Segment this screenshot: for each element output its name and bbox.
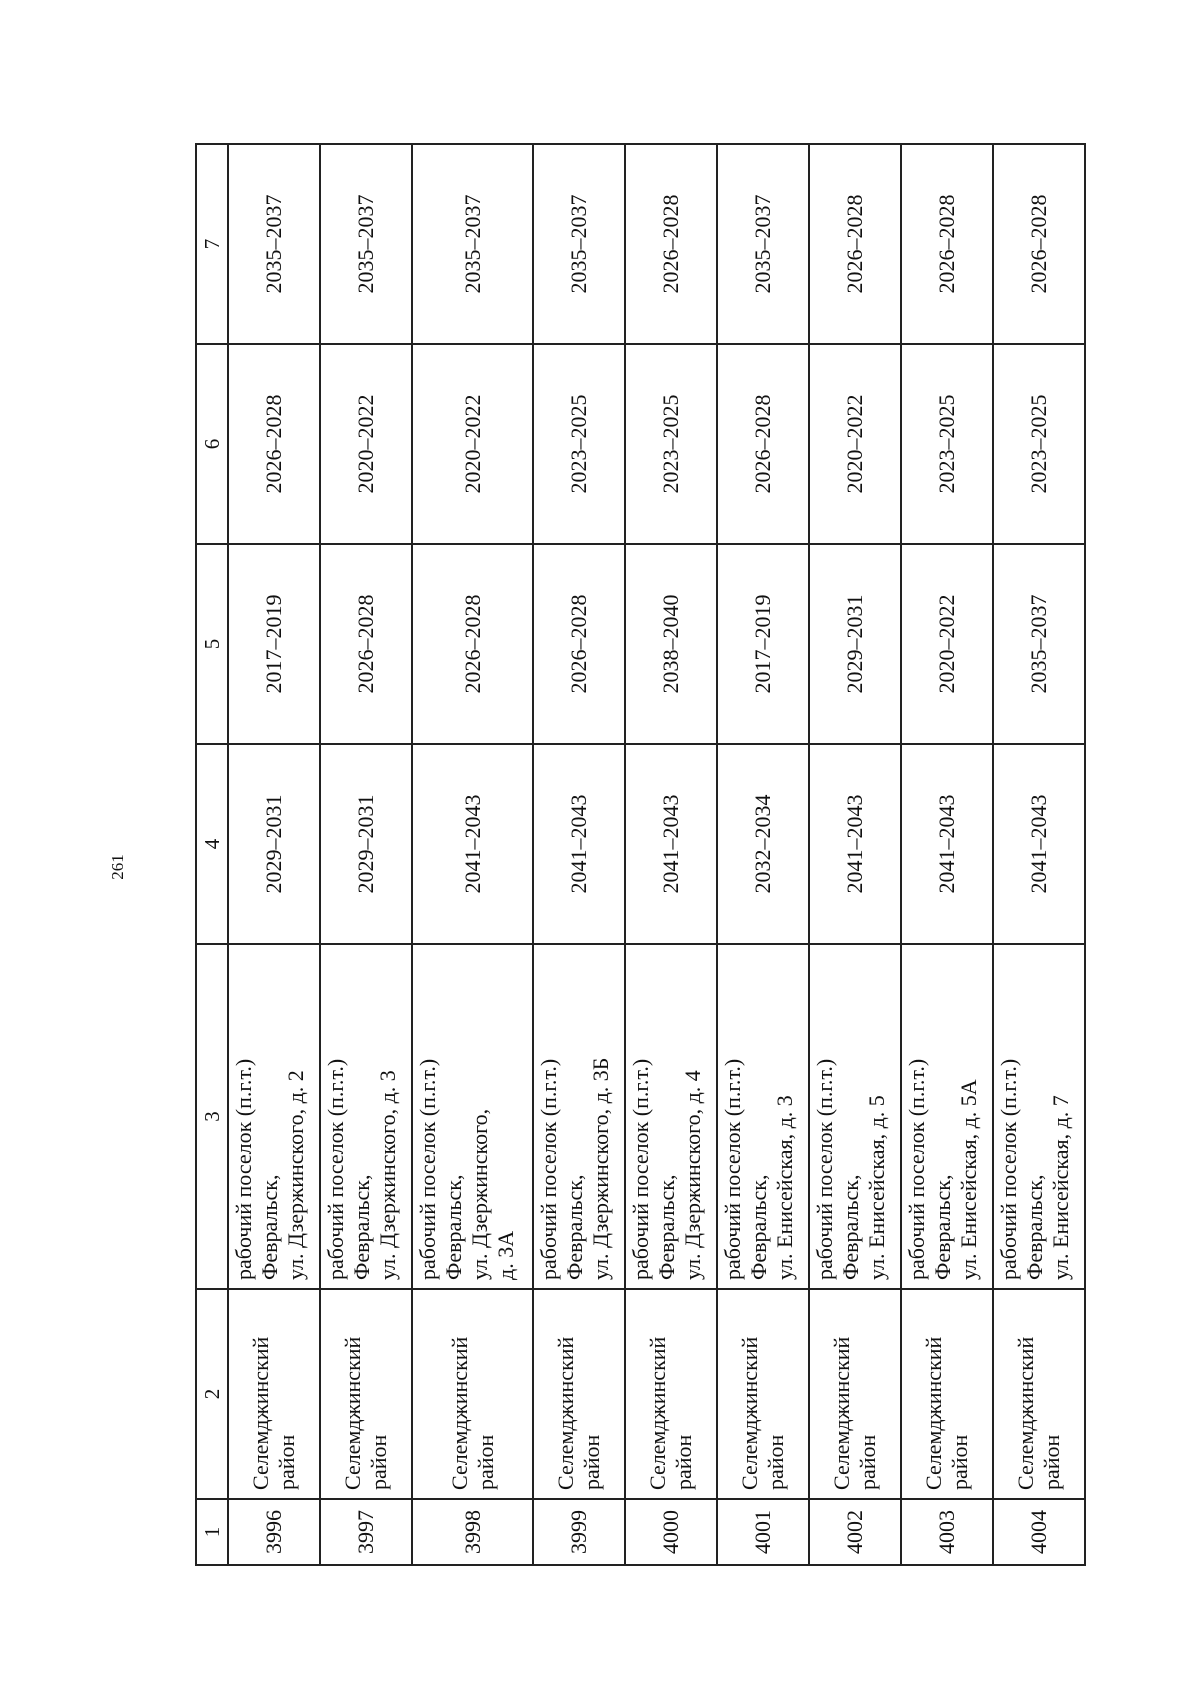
period-cell-c5: 2026–2028 xyxy=(320,544,412,744)
address-line: рабочий поселок (п.г.т.) xyxy=(322,1058,348,1280)
address-line: рабочий поселок (п.г.т.) xyxy=(414,1058,440,1280)
header-cell: 1 xyxy=(196,1499,228,1565)
district-type: район xyxy=(946,1434,972,1490)
district-cell xyxy=(320,1289,412,1499)
district-name: Селемджинский xyxy=(1012,1336,1038,1490)
header-cell: 2 xyxy=(196,1289,228,1499)
period-cell-c5: 2017–2019 xyxy=(228,544,320,744)
district-cell xyxy=(625,1289,717,1499)
table-row xyxy=(412,144,533,1565)
period-cell-c4: 2041–2043 xyxy=(533,744,625,944)
row-number-cell: 3998 xyxy=(412,1499,533,1565)
address-line: рабочий поселок (п.г.т.) xyxy=(231,1058,256,1280)
period-cell-c5: 2035–2037 xyxy=(993,544,1085,744)
period-cell-c6: 2020–2022 xyxy=(320,344,412,544)
period-cell-c5: 2026–2028 xyxy=(412,544,533,744)
district-cell xyxy=(809,1289,901,1499)
district-type: район xyxy=(365,1434,391,1490)
address-cell xyxy=(533,944,625,1289)
address-line: рабочий поселок (п.г.т.) xyxy=(995,1058,1021,1280)
address-line: Февральск, xyxy=(929,1174,955,1280)
rotated-table-container xyxy=(195,145,1086,1566)
address-line: Февральск, xyxy=(654,1174,680,1280)
row-number-cell: 4000 xyxy=(625,1499,717,1565)
address-cell xyxy=(901,944,993,1289)
period-cell-c5: 2017–2019 xyxy=(717,544,809,744)
period-cell-c7: 2035–2037 xyxy=(320,144,412,344)
period-cell-c6: 2023–2025 xyxy=(625,344,717,544)
row-number-cell: 3997 xyxy=(320,1499,412,1565)
page-number: 261 xyxy=(108,854,127,880)
district-name: Селемджинский xyxy=(553,1336,579,1490)
row-number-cell: 4004 xyxy=(993,1499,1085,1565)
data-table xyxy=(195,143,1086,1566)
table-row xyxy=(993,144,1085,1565)
address-line: Февральск, xyxy=(837,1174,863,1280)
address-cell xyxy=(228,944,320,1289)
header-cell: 3 xyxy=(196,944,228,1289)
period-cell-c7: 2026–2028 xyxy=(625,144,717,344)
row-number-cell: 3999 xyxy=(533,1499,625,1565)
table-row xyxy=(717,144,809,1565)
period-cell-c5: 2029–2031 xyxy=(809,544,901,744)
period-cell-c7: 2026–2028 xyxy=(901,144,993,344)
row-number-cell: 4003 xyxy=(901,1499,993,1565)
address-line: рабочий поселок (п.г.т.) xyxy=(811,1058,837,1280)
period-cell-c6: 2026–2028 xyxy=(228,344,320,544)
address-cell xyxy=(625,944,717,1289)
table-row xyxy=(228,144,320,1565)
table-header-row xyxy=(196,144,228,1565)
period-cell-c7: 2026–2028 xyxy=(993,144,1085,344)
period-cell-c7: 2035–2037 xyxy=(533,144,625,344)
address-line: Февральск, xyxy=(562,1174,588,1280)
period-cell-c4: 2032–2034 xyxy=(717,744,809,944)
period-cell-c4: 2041–2043 xyxy=(625,744,717,944)
period-cell-c5: 2038–2040 xyxy=(625,544,717,744)
district-type: район xyxy=(854,1434,880,1490)
address-line: Февральск, xyxy=(348,1174,374,1280)
address-line: ул. Дзержинского, д. 2 xyxy=(283,1070,308,1280)
district-type: район xyxy=(1038,1434,1064,1490)
header-cell: 4 xyxy=(196,744,228,944)
period-cell-c7: 2035–2037 xyxy=(717,144,809,344)
row-number-cell: 3996 xyxy=(228,1499,320,1565)
table-row xyxy=(625,144,717,1565)
district-type: район xyxy=(579,1434,605,1490)
address-line: рабочий поселок (п.г.т.) xyxy=(536,1058,562,1280)
address-cell xyxy=(717,944,809,1289)
period-cell-c4: 2041–2043 xyxy=(993,744,1085,944)
period-cell-c6: 2020–2022 xyxy=(412,344,533,544)
period-cell-c7: 2026–2028 xyxy=(809,144,901,344)
district-name: Селемджинский xyxy=(446,1336,472,1490)
address-line: рабочий поселок (п.г.т.) xyxy=(720,1058,746,1280)
district-name: Селемджинский xyxy=(920,1336,946,1490)
district-cell xyxy=(717,1289,809,1499)
district-name: Селемджинский xyxy=(645,1336,671,1490)
address-cell xyxy=(412,944,533,1289)
period-cell-c4: 2041–2043 xyxy=(809,744,901,944)
district-type: район xyxy=(763,1434,788,1490)
address-line: ул. Енисейская, д. 7 xyxy=(1047,1095,1073,1280)
address-line: д. 3А xyxy=(492,1230,518,1280)
district-type: район xyxy=(273,1434,299,1490)
table-row xyxy=(533,144,625,1565)
district-name: Селемджинский xyxy=(247,1336,273,1490)
address-line: рабочий поселок (п.г.т.) xyxy=(628,1058,654,1280)
table-row xyxy=(809,144,901,1565)
district-cell xyxy=(901,1289,993,1499)
district-cell xyxy=(993,1289,1085,1499)
period-cell-c4: 2029–2031 xyxy=(320,744,412,944)
table-row xyxy=(901,144,993,1565)
header-cell: 7 xyxy=(196,144,228,344)
period-cell-c6: 2020–2022 xyxy=(809,344,901,544)
district-cell xyxy=(228,1289,320,1499)
district-name: Селемджинский xyxy=(339,1336,365,1490)
period-cell-c5: 2026–2028 xyxy=(533,544,625,744)
period-cell-c6: 2023–2025 xyxy=(901,344,993,544)
address-cell xyxy=(809,944,901,1289)
address-cell xyxy=(320,944,412,1289)
period-cell-c7: 2035–2037 xyxy=(412,144,533,344)
address-line: ул. Дзержинского, д. 4 xyxy=(680,1070,706,1280)
address-line: ул. Енисейская, д. 5 xyxy=(863,1095,889,1280)
period-cell-c5: 2020–2022 xyxy=(901,544,993,744)
period-cell-c4: 2029–2031 xyxy=(228,744,320,944)
address-line: Февральск, xyxy=(746,1174,772,1280)
period-cell-c4: 2041–2043 xyxy=(412,744,533,944)
row-number-cell: 4002 xyxy=(809,1499,901,1565)
address-line: рабочий поселок (п.г.т.) xyxy=(903,1058,929,1280)
district-name: Селемджинский xyxy=(737,1336,762,1490)
header-cell: 5 xyxy=(196,544,228,744)
address-line: Февральск, xyxy=(257,1174,282,1280)
period-cell-c6: 2023–2025 xyxy=(533,344,625,544)
district-cell xyxy=(412,1289,533,1499)
period-cell-c7: 2035–2037 xyxy=(228,144,320,344)
address-line: Февральск, xyxy=(1021,1174,1047,1280)
period-cell-c6: 2026–2028 xyxy=(717,344,809,544)
period-cell-c6: 2023–2025 xyxy=(993,344,1085,544)
district-cell xyxy=(533,1289,625,1499)
table-row xyxy=(320,144,412,1565)
district-type: район xyxy=(671,1434,697,1490)
row-number-cell: 4001 xyxy=(717,1499,809,1565)
address-line: ул. Енисейская, д. 5А xyxy=(955,1079,981,1280)
district-type: район xyxy=(472,1434,498,1490)
address-line: ул. Дзержинского, xyxy=(466,1108,492,1280)
period-cell-c4: 2041–2043 xyxy=(901,744,993,944)
address-line: ул. Енисейская, д. 3 xyxy=(772,1095,798,1280)
header-cell: 6 xyxy=(196,344,228,544)
district-name: Селемджинский xyxy=(828,1336,854,1490)
address-line: Февральск, xyxy=(440,1174,466,1280)
address-cell xyxy=(993,944,1085,1289)
address-line: ул. Дзержинского, д. 3Б xyxy=(588,1057,614,1280)
address-line: ул. Дзержинского, д. 3 xyxy=(374,1070,400,1280)
